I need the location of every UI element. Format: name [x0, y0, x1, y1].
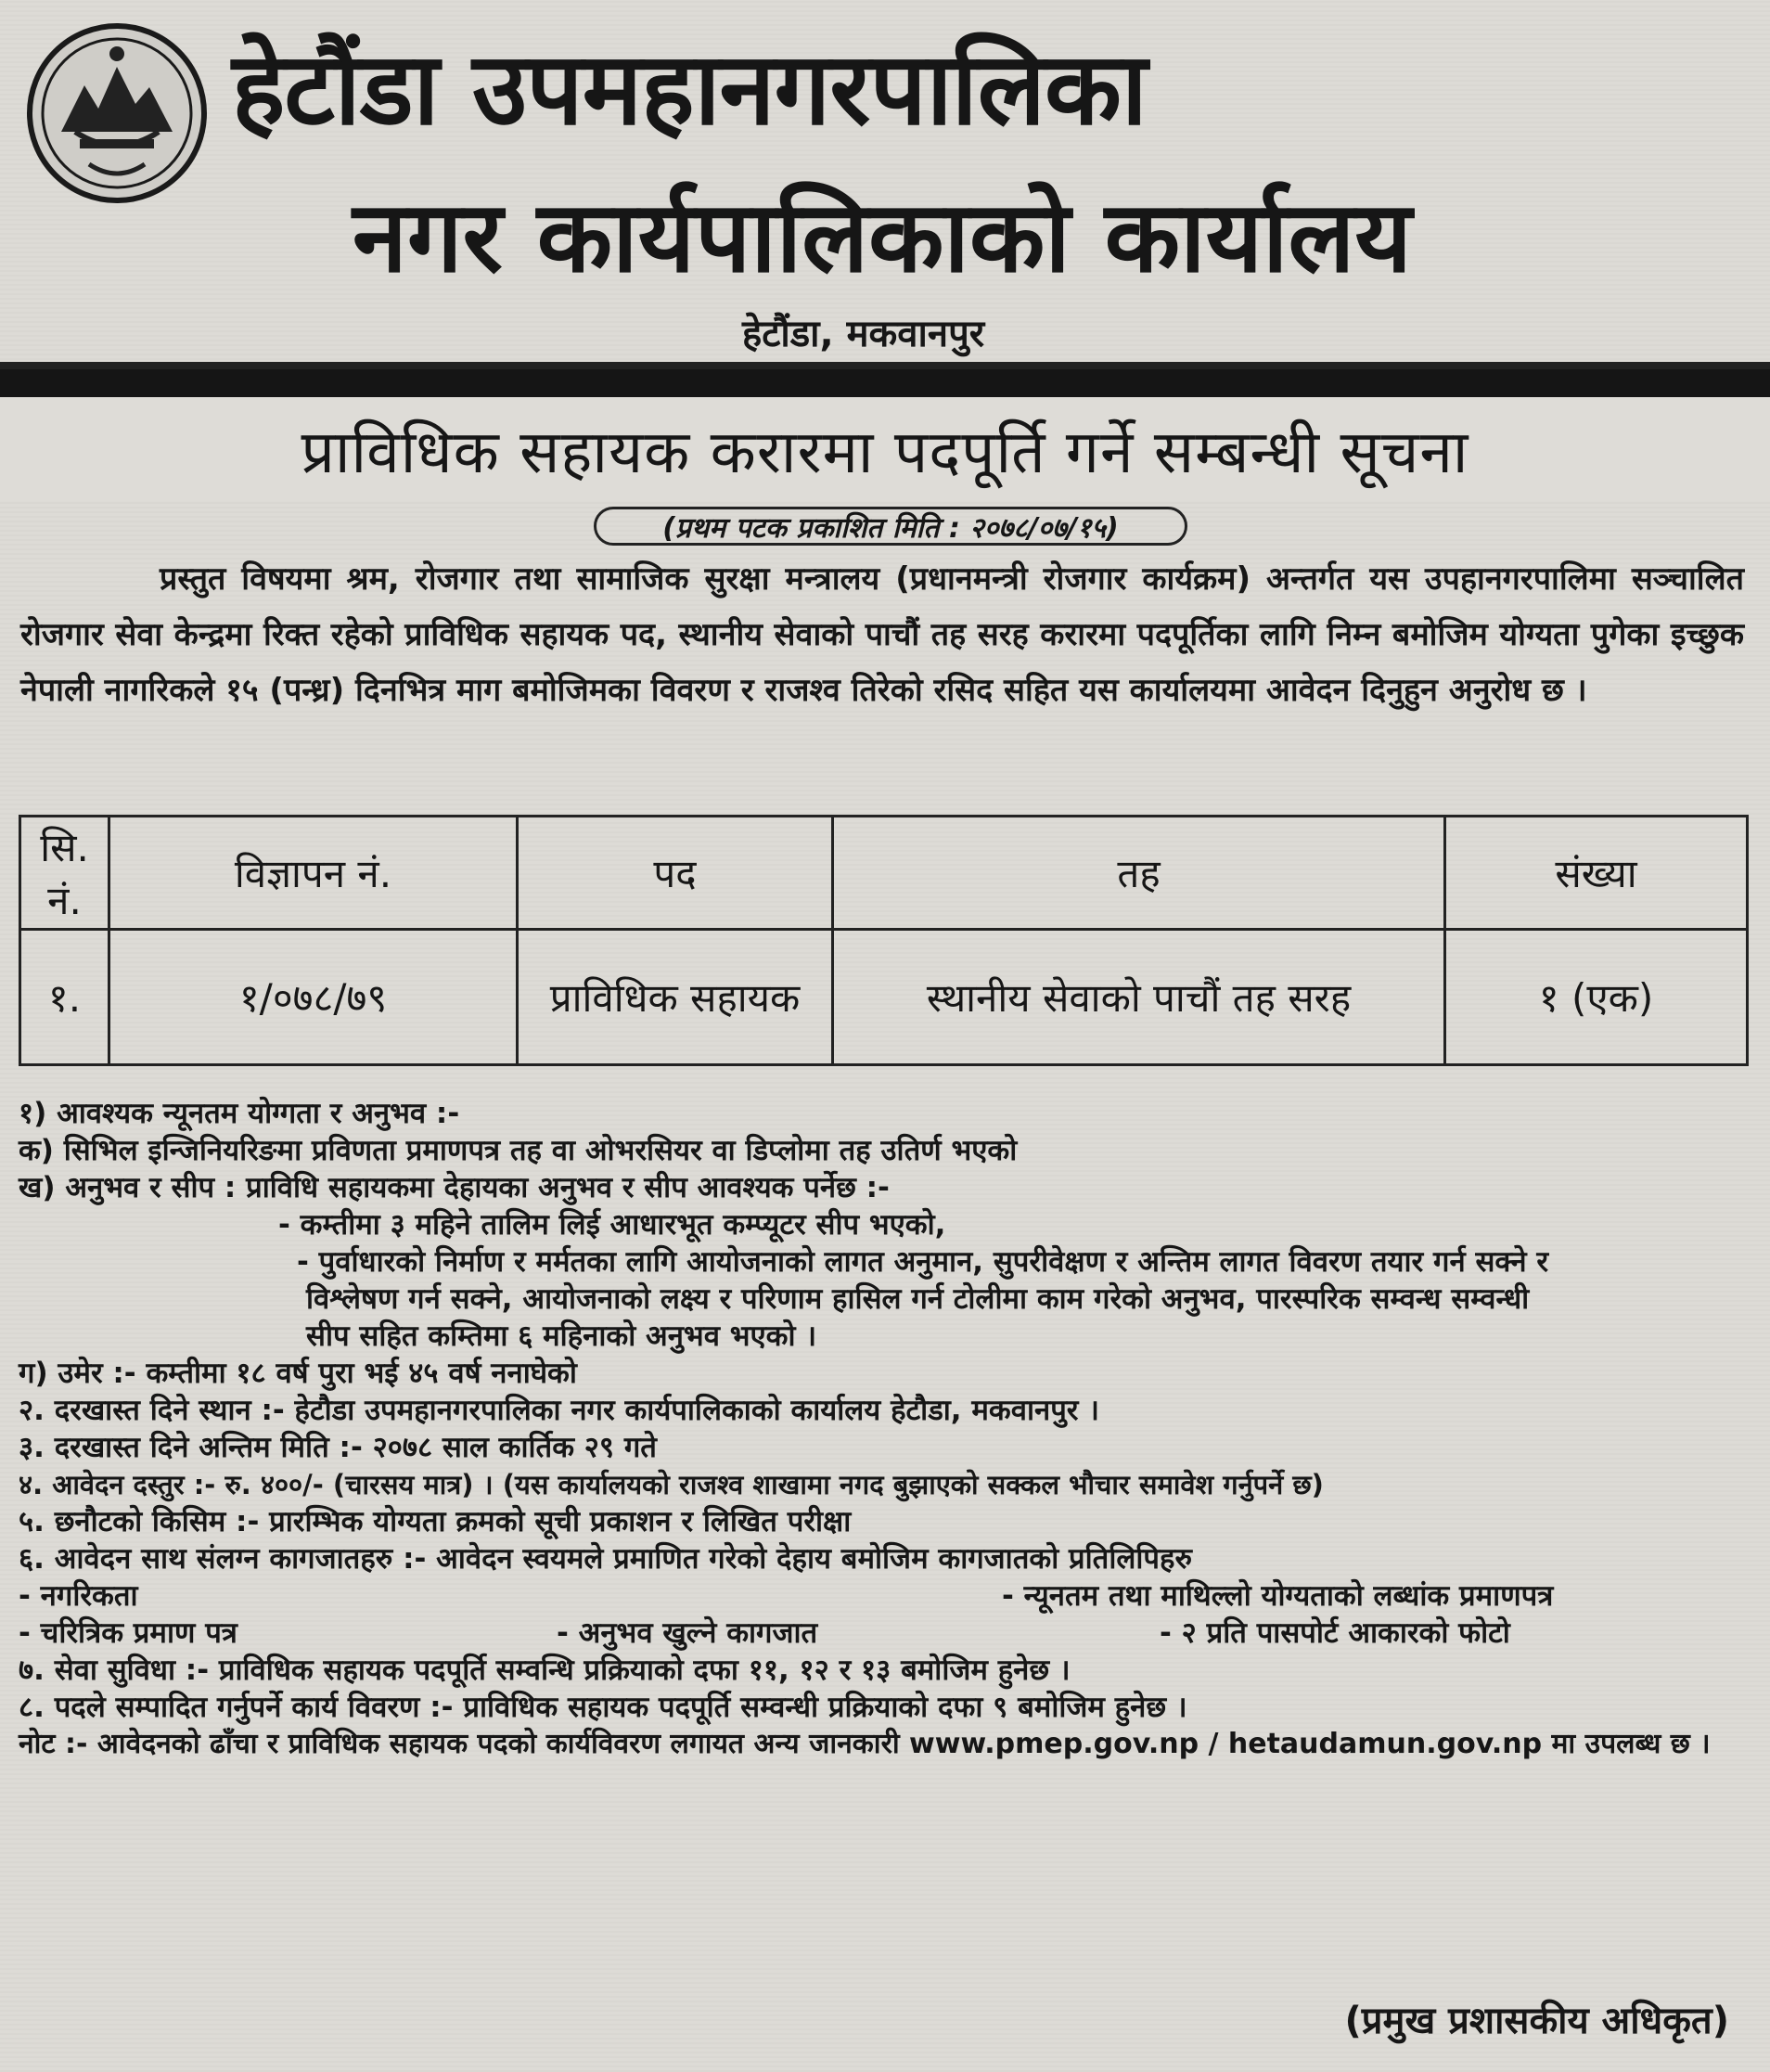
- doc-character-certificate: - चरित्रिक प्रमाण पत्र: [19, 1616, 237, 1650]
- cell-serial: १.: [20, 930, 109, 1065]
- req-5: ५. छनौटको किसिम :- प्रारम्भिक योग्यता क्रमको सूची प्रकाशन र लिखित परीक्षा: [19, 1505, 852, 1538]
- req-8: ८. पदले सम्पादित गर्नुपर्ने कार्य विवरण :- प्राविधिक सहायक पदपूर्ति सम्वन्धी प्रक्रियाको दफा ९ बमोजिम हुनेछ ।: [19, 1691, 1187, 1724]
- req-6: ६. आवेदन साथ संलग्न कागजातहरु :- आवेदन स्वयमले प्रमाणित गरेको देहाय बमोजिम कागजातको प्रतिलिपिहरु: [19, 1542, 1193, 1576]
- doc-experience: - अनुभव खुल्ने कागजात: [557, 1616, 818, 1650]
- col-level: तह: [833, 817, 1445, 930]
- cell-count: १ (एक): [1445, 930, 1748, 1065]
- req-kha: ख) अनुभव र सीप : प्राविधि सहायकमा देहायका अनुभव र सीप आवश्यक पर्नेछ :-: [19, 1171, 890, 1204]
- docs-row-2: [19, 1615, 1753, 1652]
- office-subtitle: नगर कार्यपालिकाको कार्यालय: [353, 180, 1412, 294]
- col-serial: सि. नं.: [20, 817, 109, 930]
- doc-photo: - २ प्रति पासपोर्ट आकारको फोटो: [1160, 1616, 1510, 1650]
- requirements-list: [19, 1095, 1753, 1763]
- req-4: ४. आवेदन दस्तुर :- रु. ४००/- (चारसय मात्र) । (यस कार्यालयको राजश्व शाखामा नगद बुझाएको सक्कल भौचार समावेश गर्नुपर्ने छ): [19, 1469, 1324, 1500]
- publication-date: (प्रथम पटक प्रकाशित मिति : २०७८/०७/१५): [594, 507, 1187, 546]
- doc-marksheet: - न्यूनतम तथा माथिल्लो योग्यताको लब्धांक प्रमाणपत्र: [1002, 1579, 1554, 1613]
- req-3: ३. दरखास्त दिने अन्तिम मिति :- २०७८ साल कार्तिक २९ गते: [19, 1431, 657, 1464]
- table-row: [20, 930, 1748, 1065]
- office-title: हेटौंडा उपमहानगरपालिका: [232, 32, 1147, 148]
- doc-citizenship: - नगरिकता: [19, 1579, 138, 1613]
- req-7: ७. सेवा सुविधा :- प्राविधिक सहायक पदपूर्ति सम्वन्धि प्रक्रियाको दफा ११, १२ र १३ बमोजिम हुनेछ ।: [19, 1654, 1071, 1687]
- notice-title: प्राविधिक सहायक करारमा पदपूर्ति गर्ने सम्बन्धी सूचना: [301, 418, 1469, 487]
- col-count: संख्या: [1445, 817, 1748, 930]
- cell-level: स्थानीय सेवाको पाचौं तह सरह: [833, 930, 1445, 1065]
- req-kha-2b: विश्लेषण गर्न सक्ने, आयोजनाको लक्ष्य र परिणाम हासिल गर्न टोलीमा काम गरेको अनुभव, पारस्परिक सम्वन्ध सम्वन्धी: [306, 1282, 1530, 1316]
- vacancy-table: [19, 815, 1749, 1066]
- table-header-row: [20, 817, 1748, 930]
- col-ad-number: विज्ञापन नं.: [109, 817, 518, 930]
- cell-ad-number: १/०७८/७९: [109, 930, 518, 1065]
- req-note: नोट :- आवेदनको ढाँचा र प्राविधिक सहायक पदको कार्यविवरण लगायत अन्य जानकारी www.pmep.gov.np / hetaudamun.gov.np मा उपलब्ध छ ।: [19, 1728, 1711, 1760]
- signature: (प्रमुख प्रशासकीय अधिकृत): [1344, 2000, 1729, 2042]
- req-kha-2c: सीप सहित कम्तिमा ६ महिनाको अनुभव भएको ।: [306, 1319, 817, 1353]
- col-post: पद: [518, 817, 833, 930]
- req-kha-2: - पुर्वाधारको निर्माण र मर्मतका लागि आयोजनाको लागत अनुमान, सुपरीवेक्षण र अन्तिम लागत विवरण तयार गर्न सक्ने र: [297, 1245, 1549, 1279]
- notice-banner: [0, 362, 1770, 499]
- req-ka: क) सिभिल इन्जिनियरिङमा प्रविणता प्रमाणपत्र तह वा ओभरसियर वा डिप्लोमा तह उतिर्ण भएको: [19, 1134, 1018, 1167]
- req-ga: ग) उमेर :- कम्तीमा १८ वर्ष पुरा भई ४५ वर्ष ननाघेको: [19, 1357, 577, 1390]
- req-kha-1: - कम्तीमा ३ महिने तालिम लिई आधारभूत कम्प्यूटर सीप भएको,: [278, 1208, 946, 1242]
- nepal-government-emblem-icon: [24, 20, 210, 206]
- docs-row-1: [19, 1577, 1753, 1615]
- notice-intro: प्रस्तुत विषयमा श्रम, रोजगार तथा सामाजिक सुरक्षा मन्त्रालय (प्रधानमन्त्री रोजगार कार्यक्रम) अन्तर्गत यस उपहानगरपालिमा सञ्चालित रोजगार सेवा केन्द्रमा रिक्त रहेको प्राविधिक सहायक पद, स्थानीय सेवाको पाचौं तह सरह करारमा पदपूर्तिका लागि निम्न बमोजिम योग्यता पुगेका इच्छुक नेपाली नागरिकले १५ (पन्ध्र) दिनभित्र माग बमोजिमका विवरण र राजश्व तिरेको रसिद सहित यस कार्यालयमा आवेदन दिनुहुन अनुरोध छ ।: [20, 560, 1744, 709]
- req-1: १) आवश्यक न्यूनतम योग्गता र अनुभव :-: [19, 1097, 460, 1130]
- office-location: हेटौंडा, मकवानपुर: [742, 313, 985, 355]
- req-2: २. दरखास्त दिने स्थान :- हेटौडा उपमहानगरपालिका नगर कार्यपालिकाको कार्यालय हेटौडा, मकवानपुर ।: [19, 1394, 1100, 1427]
- cell-post: प्राविधिक सहायक: [518, 930, 833, 1065]
